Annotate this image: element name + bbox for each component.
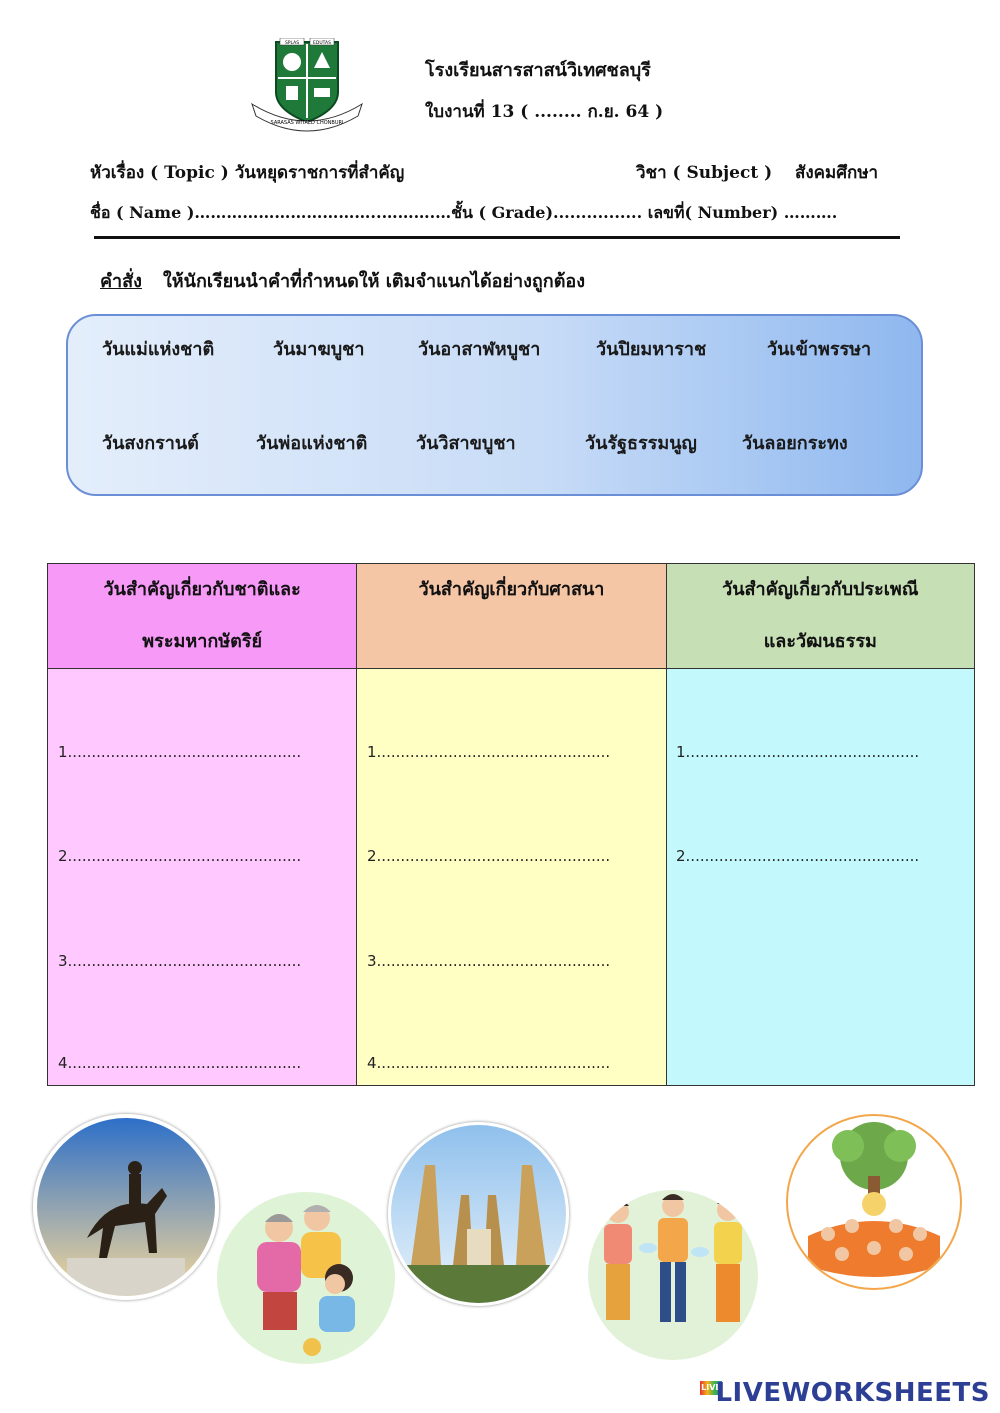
topic-line: หัวเรื่อง ( Topic ) วันหยุดราชการที่สำคัญ — [90, 163, 405, 183]
buddha-monks-image — [786, 1114, 962, 1290]
answer-blank[interactable]: 4................................................. — [58, 1054, 302, 1072]
logo-banner-right: EDUTAS — [313, 41, 331, 46]
answer-blank[interactable]: 2................................................. — [367, 847, 611, 865]
column-header-religion — [357, 564, 666, 669]
instruction-label: คำสั่ง — [100, 271, 142, 292]
word-bank-item[interactable]: วันเข้าพรรษา — [767, 339, 872, 360]
column-body-nation-king — [48, 669, 357, 1086]
column-body-religion — [357, 669, 666, 1086]
column-header-line: วันสำคัญเกี่ยวกับประเพณี — [722, 579, 919, 600]
word-bank-item[interactable]: วันพ่อแห่งชาติ — [256, 433, 368, 454]
word-bank-item[interactable]: วันวิสาขบูชา — [416, 433, 516, 454]
logo-ribbon-text: SARASAS WITAED CHONBURI — [270, 120, 344, 126]
column-header-line: วันสำคัญเกี่ยวกับศาสนา — [418, 579, 605, 600]
family-elders-image — [217, 1192, 395, 1364]
songkran-people-image — [588, 1190, 758, 1360]
column-header-line: วันสำคัญเกี่ยวกับชาติและ — [103, 579, 301, 600]
column-header-line: พระมหากษัตริย์ — [142, 631, 262, 652]
word-bank-item[interactable]: วันรัฐธรรมนูญ — [585, 433, 697, 454]
answer-blank[interactable]: 2................................................. — [676, 847, 920, 865]
answer-blank[interactable]: 4................................................. — [367, 1054, 611, 1072]
badge-text: LIVE — [700, 1381, 722, 1395]
classification-table — [47, 563, 975, 1086]
democracy-monument-image — [388, 1122, 569, 1306]
answer-blank[interactable]: 1................................................. — [58, 743, 302, 761]
subject-value: สังคมศึกษา — [795, 163, 879, 183]
subject-label: วิชา ( Subject ) — [636, 163, 773, 183]
worksheet-number: ใบงานที่ 13 ( ........ ก.ย. 64 ) — [425, 102, 664, 122]
answer-blank[interactable]: 3................................................. — [367, 952, 611, 970]
equestrian-statue-image — [33, 1114, 219, 1300]
word-bank-item[interactable]: วันสงกรานต์ — [102, 433, 199, 454]
liveworksheets-logo[interactable]: LIVEWORKSHEETS — [715, 1378, 990, 1408]
word-bank-item[interactable]: วันปิยมหาราช — [596, 339, 707, 360]
column-header-tradition-culture — [666, 564, 974, 669]
answer-blank[interactable]: 3................................................. — [58, 952, 302, 970]
column-body-tradition-culture — [666, 669, 974, 1086]
word-bank-item[interactable]: วันมาฆบูชา — [273, 339, 365, 360]
answer-blank[interactable]: 1................................................. — [367, 743, 611, 761]
word-bank-item[interactable]: วันอาสาฬหบูชา — [418, 339, 541, 360]
column-header-line: และวัฒนธรรม — [763, 631, 877, 652]
name-grade-number-line[interactable]: ชื่อ ( Name )……………………………..……….…ชั้น ( Grade)................ เลขที่( Number) ………. — [90, 203, 838, 222]
column-header-nation-king — [48, 564, 357, 669]
header-divider — [94, 236, 900, 239]
school-name: โรงเรียนสารสาสน์วิเทศชลบุรี — [425, 60, 651, 81]
instruction-text: ให้นักเรียนนำคำที่กำหนดให้ เติมจำแนกได้อย่างถูกต้อง — [163, 271, 585, 292]
answer-blank[interactable]: 1................................................. — [676, 743, 920, 761]
word-bank-item[interactable]: วันลอยกระทง — [742, 433, 848, 454]
school-logo — [248, 38, 366, 134]
answer-blank[interactable]: 2................................................. — [58, 847, 302, 865]
word-bank-item[interactable]: วันแม่แห่งชาติ — [102, 339, 215, 360]
logo-banner-left: SPLAS — [284, 41, 300, 46]
